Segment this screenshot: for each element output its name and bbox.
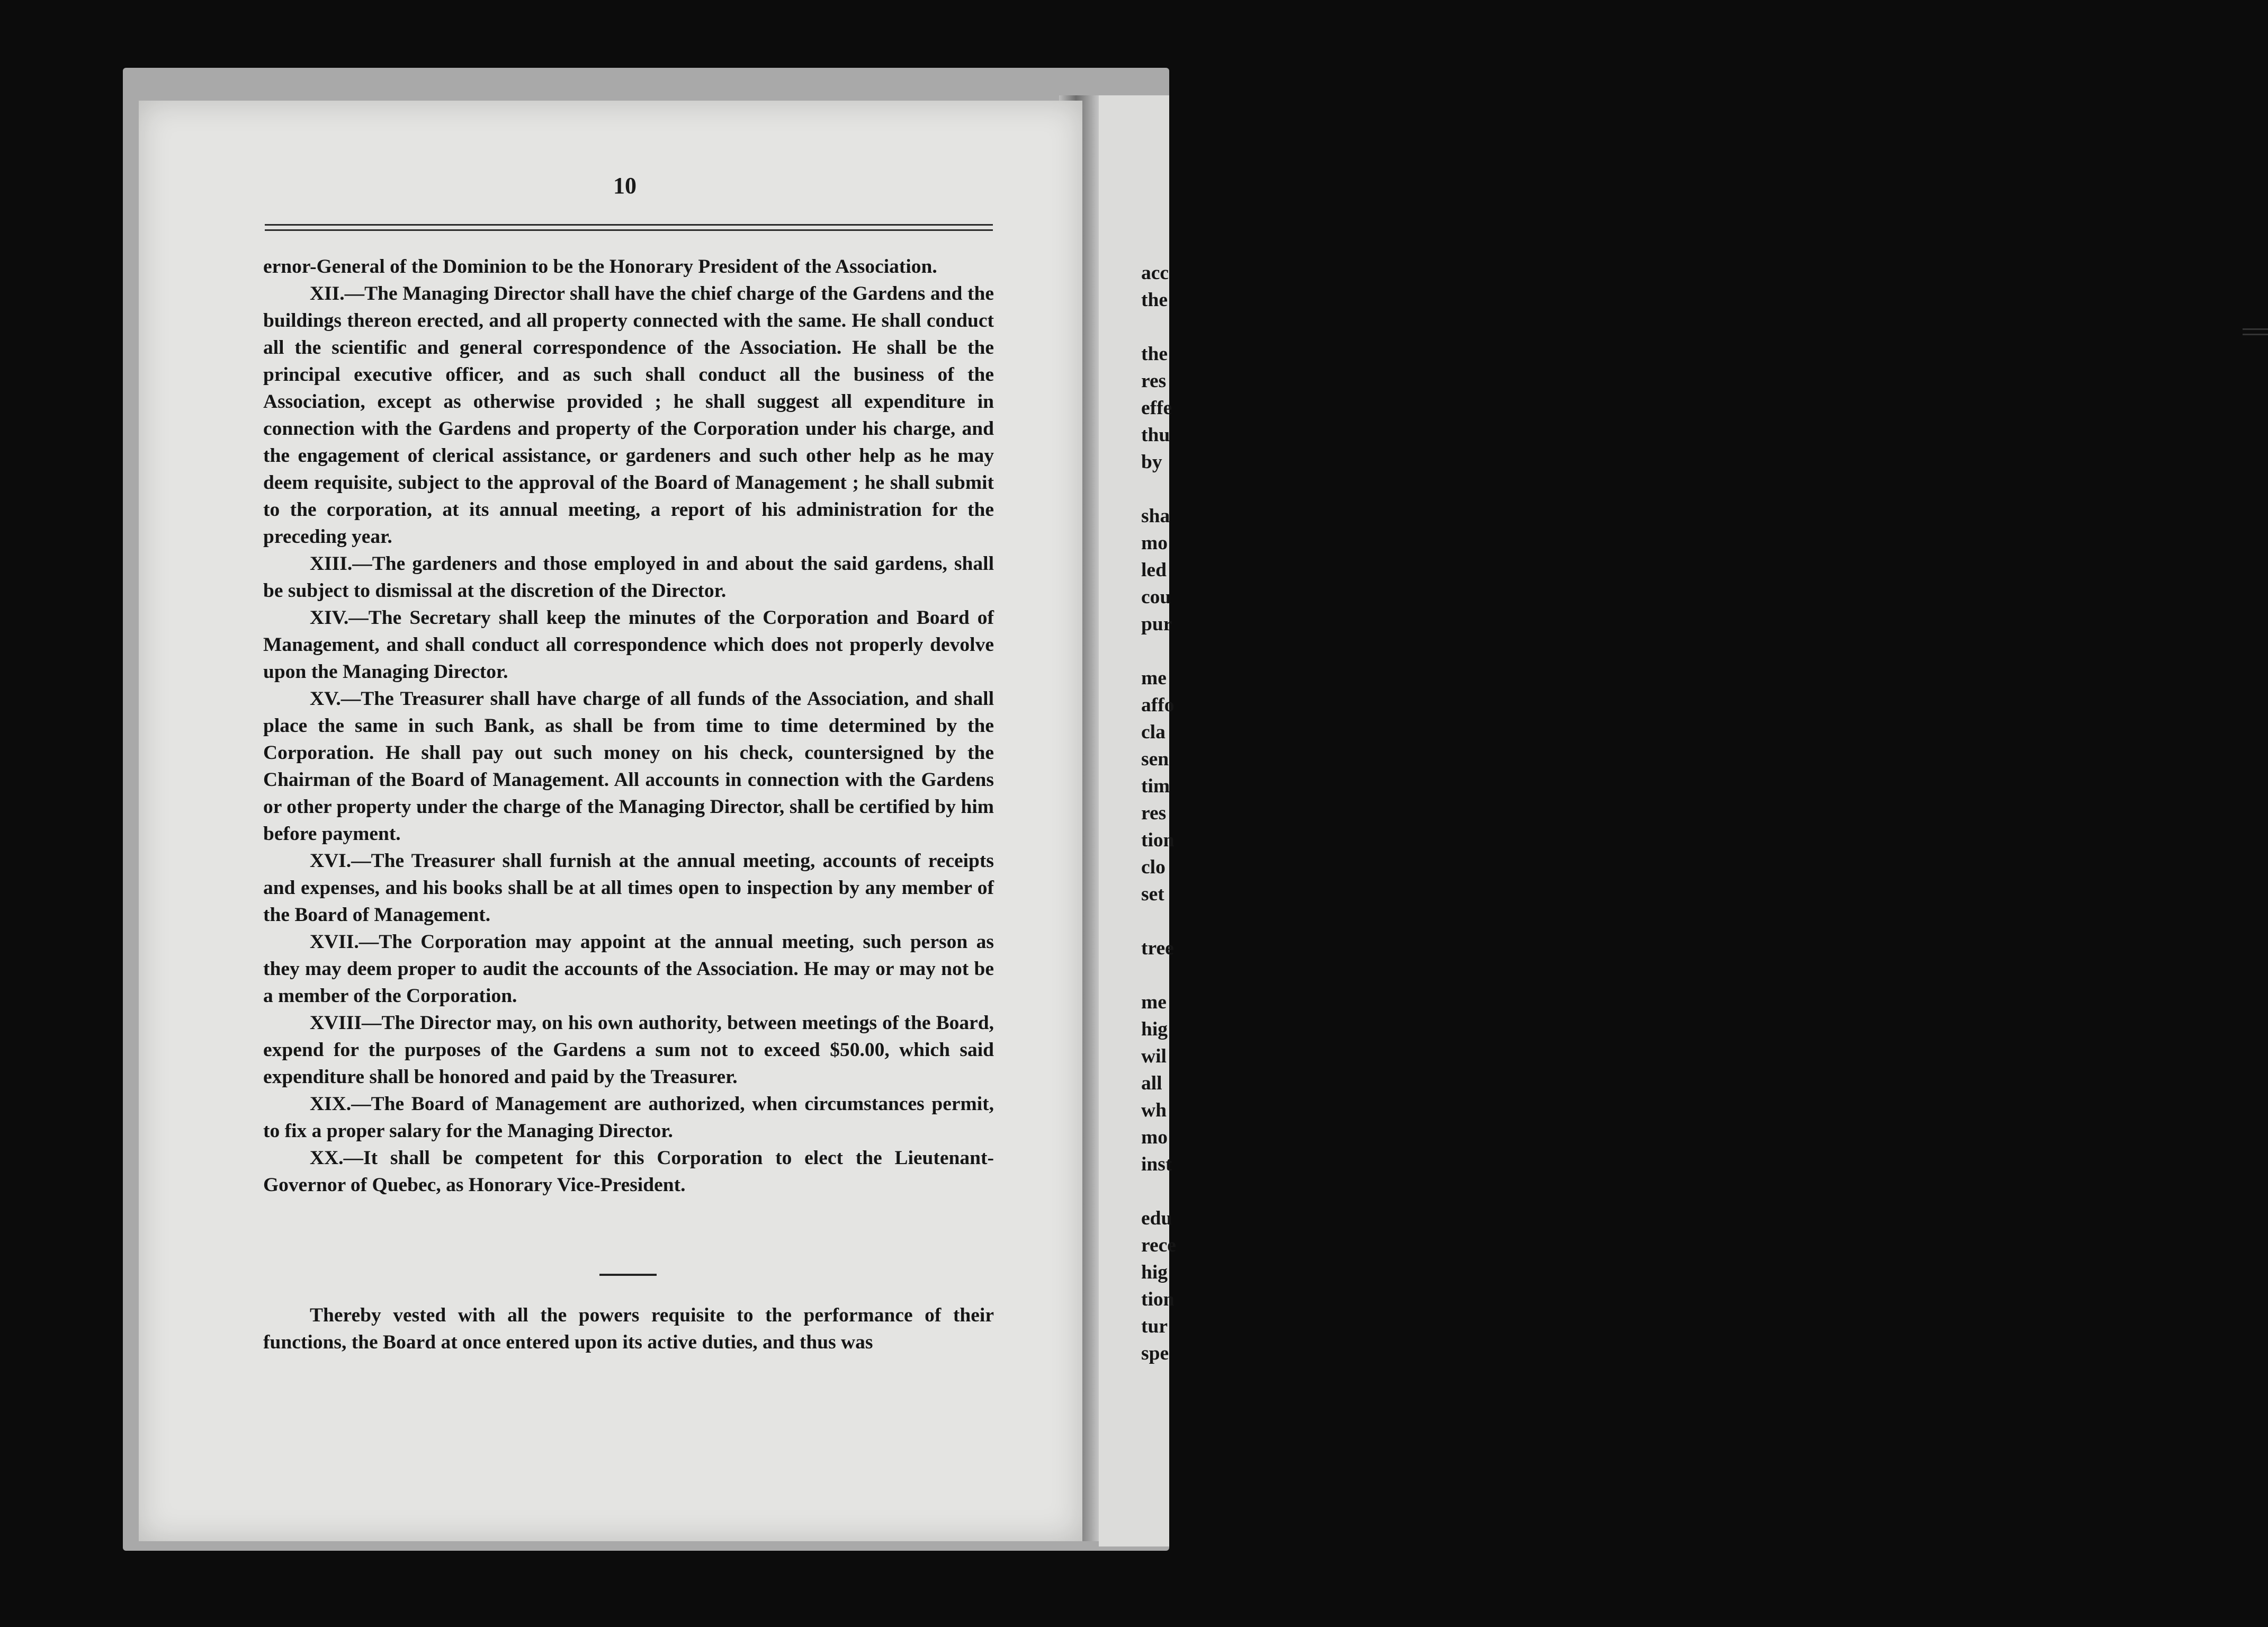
closing-text — [263, 1302, 994, 1356]
header-rule — [265, 224, 993, 226]
facing-page-rule — [2243, 328, 2268, 330]
page-number: 10 — [613, 173, 637, 199]
facing-page-rule — [2243, 334, 2268, 335]
paragraph-article-xiv: XIV.—The Secretary shall keep the minutes of the Corporation and Board of Management, and shall conduct all correspondence which does not properly devolve upon the Managing Director. — [263, 607, 994, 683]
paragraph-article-xii: XII.—The Managing Director shall have the chief charge of the Gardens and the buildings thereon erected, and all property connected with the same. He shall conduct all the scientific and general correspondence of the Association. He shall be the principal executive officer, and as such shall conduct all the business of the Association, except as otherwise provided ; he shall suggest all expenditure in connection with the Gardens and property of the Corporation under his charge, and the engagement of clerical assistance, or gardeners and such other help as he may deem requisite, subject to the approval of the Board of Management ; he shall submit to the corporation, at its annual meeting, a report of his administration for the preceding year. — [263, 283, 994, 548]
paragraph-article-xvi: XVI.—The Treasurer shall furnish at the annual meeting, accounts of receipts and expenses, and his books shall be at all times open to inspection by any member of the Board of Management. — [263, 850, 994, 926]
facing-page-text-fragments: acc the the res effe thu by sha mo led cou pur me affo cla sen tim res tion clo set tree me hig wil all wh mo inst edu rece hig tion tur spe — [1141, 262, 1176, 1364]
paragraph-article-xx: XX.—It shall be competent for this Corporation to elect the Lieutenant-Governor of Quebec, as Honorary Vice-President. — [263, 1147, 994, 1196]
paragraph-article-xix: XIX.—The Board of Management are authorized, when circumstances permit, to fix a proper salary for the Managing Director. — [263, 1093, 994, 1142]
paragraph-article-xiii: XIII.—The gardeners and those employed in and about the said gardens, shall be subject to dismissal at the discretion of the Director. — [263, 553, 994, 602]
paragraph-article-xvii: XVII.—The Corporation may appoint at the annual meeting, such person as they may deem proper to audit the accounts of the Association. He may or may not be a member of the Corporation. — [263, 931, 994, 1007]
paragraph-article-xviii: XVIII—The Director may, on his own authority, between meetings of the Board, expend for the purposes of the Gardens a sum not to exceed $50.00, which said expenditure shall be honored and paid by the Treasurer. — [263, 1012, 994, 1088]
paragraph-article-xv: XV.—The Treasurer shall have charge of all funds of the Association, and shall place the same in such Bank, as shall be from time to time determined by the Corporation. He shall pay out such money on his check, countersigned by the Chairman of the Board of Management. All accounts in connection with the Gardens or other property under the charge of the Managing Director, shall be certified by him before payment. — [263, 688, 994, 845]
closing-paragraph: Thereby vested with all the powers requisite to the performance of their functions, the Board at once entered upon its active duties, and thus was — [263, 1304, 994, 1353]
body-text — [263, 253, 994, 1199]
header-rule — [265, 229, 993, 231]
paragraph: ernor-General of the Dominion to be the Honorary President of the Association. — [263, 256, 937, 278]
section-divider — [599, 1274, 657, 1276]
